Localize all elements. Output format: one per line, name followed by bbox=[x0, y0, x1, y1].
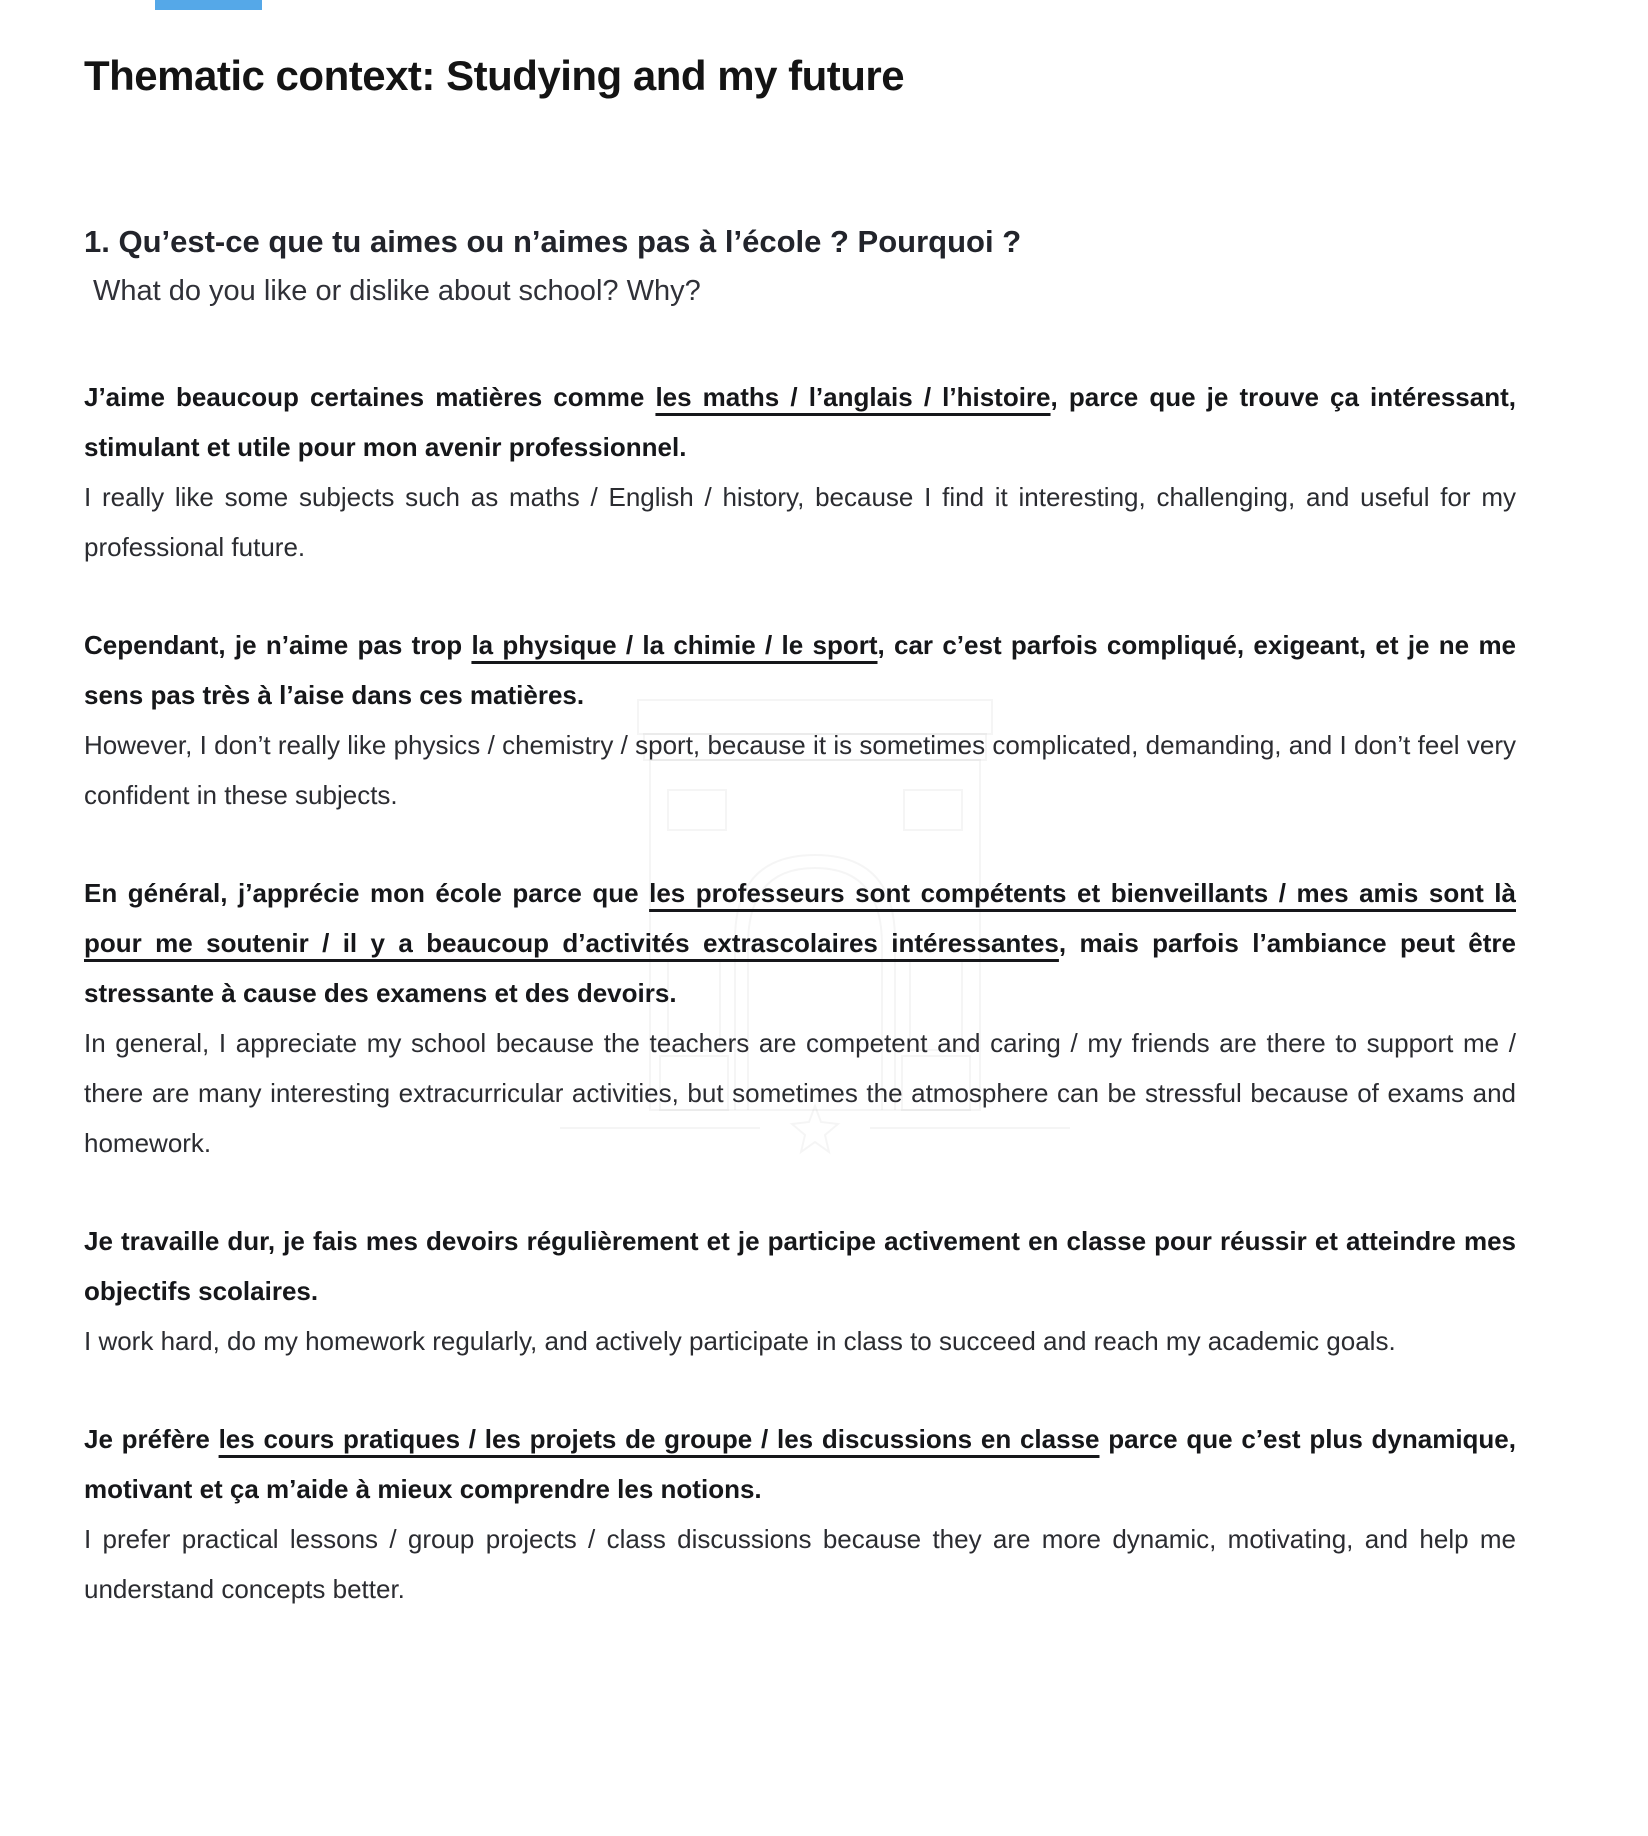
page-title: Thematic context: Studying and my future bbox=[84, 52, 905, 99]
answer-paragraphs bbox=[84, 372, 1516, 1614]
english-translation: I really like some subjects such as maths / English / history, because I find it interesting, challenging, and useful for my professional future. bbox=[84, 482, 1516, 562]
answer-pair bbox=[84, 1216, 1516, 1366]
answer-pair bbox=[84, 1414, 1516, 1614]
french-sentence: Je travaille dur, je fais mes devoirs régulièrement et je participe activement en classe pour réussir et atteindre mes objectifs scolaires. bbox=[84, 1226, 1516, 1306]
answer-pair bbox=[84, 868, 1516, 1168]
question-heading: 1. Qu’est-ce que tu aimes ou n’aimes pas à l’école ? Pourquoi ? bbox=[84, 224, 1022, 259]
french-sentence: Cependant, je n’aime pas trop la physique / la chimie / le sport, car c’est parfois compliqué, exigeant, et je ne me sens pas très à l’aise dans ces matières. bbox=[84, 630, 1517, 710]
english-translation: In general, I appreciate my school because the teachers are competent and caring / my friends are there to support me / there are many interesting extracurricular activities, but sometimes the atmosphere can be stressful because of exams and homework. bbox=[84, 1028, 1516, 1158]
french-sentence: J’aime beaucoup certaines matières comme les maths / l’anglais / l’histoire, parce que je trouve ça intéressant, stimulant et utile pour mon avenir professionnel. bbox=[84, 382, 1516, 462]
french-sentence: Je préfère les cours pratiques / les projets de groupe / les discussions en classe parce que c’est plus dynamique, motivant et ça m’aide à mieux comprendre les notions. bbox=[84, 1424, 1516, 1504]
question-translation: What do you like or dislike about school? Why? bbox=[93, 275, 701, 307]
answer-pair bbox=[84, 372, 1516, 572]
english-translation: However, I don’t really like physics / chemistry / sport, because it is sometimes complicated, demanding, and I don’t feel very confident in these subjects. bbox=[84, 730, 1516, 810]
question-block bbox=[84, 222, 1516, 310]
english-translation: I work hard, do my homework regularly, and actively participate in class to succeed and reach my academic goals. bbox=[84, 1326, 1396, 1356]
english-translation: I prefer practical lessons / group projects / class discussions because they are more dynamic, motivating, and help me understand concepts better. bbox=[84, 1524, 1516, 1604]
french-sentence: En général, j’apprécie mon école parce que les professeurs sont compétents et bienveillants / mes amis sont là pour me soutenir / il y a beaucoup d’activités extrascolaires intéressantes, mais parfois l’ambiance peut être stressante à cause des examens et des devoirs. bbox=[84, 878, 1516, 1008]
answer-pair bbox=[84, 620, 1516, 820]
document-body bbox=[84, 0, 1516, 1662]
